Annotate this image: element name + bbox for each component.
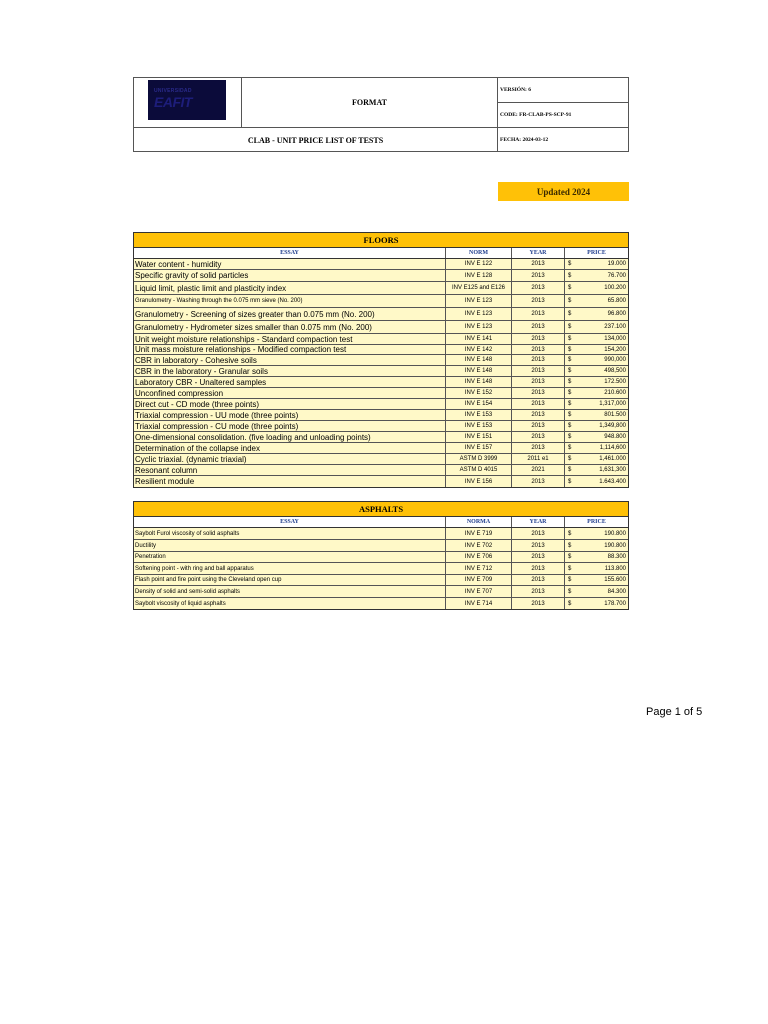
currency-symbol: $ xyxy=(568,285,572,291)
floors-table xyxy=(133,232,629,488)
currency-symbol: $ xyxy=(568,577,572,583)
year-cell: 2013 xyxy=(512,421,565,431)
price-cell xyxy=(565,432,628,442)
essay-cell: Determination of the collapse index xyxy=(134,443,446,453)
table-row xyxy=(134,465,628,476)
norm-cell: INV E125 and E126 xyxy=(446,282,512,294)
price-cell xyxy=(565,540,628,551)
year-cell: 2013 xyxy=(512,259,565,269)
norm-cell: INV E 709 xyxy=(446,575,512,585)
year-cell: 2013 xyxy=(512,366,565,376)
date-label: FECHA: 2024-03-12 xyxy=(500,137,549,143)
norm-cell: INV E 712 xyxy=(446,563,512,574)
price-value: 210.600 xyxy=(604,390,626,396)
currency-symbol: $ xyxy=(568,346,572,353)
year-cell: 2013 xyxy=(512,377,565,387)
price-value: 172.500 xyxy=(604,379,626,385)
table-row xyxy=(134,598,628,609)
year-cell: 2013 xyxy=(512,270,565,281)
year-cell: 2011 e1 xyxy=(512,454,565,464)
essay-cell: Specific gravity of solid particles xyxy=(134,270,446,281)
price-cell xyxy=(565,345,628,354)
currency-symbol: $ xyxy=(568,336,572,342)
updated-badge: Updated 2024 xyxy=(498,182,629,201)
table-row xyxy=(134,410,628,421)
price-value: 948.800 xyxy=(604,434,626,440)
essay-cell: Penetration xyxy=(134,552,446,562)
document-title: CLAB - UNIT PRICE LIST OF TESTS xyxy=(134,128,498,152)
price-value: 190.800 xyxy=(604,530,626,537)
table-row xyxy=(134,421,628,432)
currency-symbol: $ xyxy=(568,542,572,549)
norm-cell: INV E 123 xyxy=(446,295,512,307)
year-cell: 2013 xyxy=(512,282,565,294)
price-cell xyxy=(565,270,628,281)
price-cell xyxy=(565,528,628,539)
table-row xyxy=(134,270,628,282)
table-row xyxy=(134,528,628,540)
table-row xyxy=(134,295,628,308)
price-value: 100.200 xyxy=(604,285,626,291)
price-cell xyxy=(565,476,628,487)
year-cell: 2013 xyxy=(512,575,565,585)
price-cell xyxy=(565,282,628,294)
eafit-logo xyxy=(148,80,226,120)
norm-cell: INV E 156 xyxy=(446,476,512,487)
col-essay-header: ESSAY xyxy=(134,248,446,258)
price-value: 134,000 xyxy=(604,336,626,342)
document-header xyxy=(133,77,629,152)
year-cell: 2013 xyxy=(512,563,565,574)
price-cell xyxy=(565,454,628,464)
price-value: 76.700 xyxy=(607,272,626,279)
norm-cell: INV E 148 xyxy=(446,355,512,365)
price-value: 96.800 xyxy=(607,311,626,317)
currency-symbol: $ xyxy=(568,390,572,396)
price-value: 178.700 xyxy=(604,600,626,607)
price-value: 88.300 xyxy=(607,554,626,560)
price-cell xyxy=(565,410,628,420)
asphalts-rows xyxy=(134,528,628,609)
currency-symbol: $ xyxy=(568,272,572,279)
price-value: 1,114,600 xyxy=(599,445,626,451)
price-value: 190.800 xyxy=(604,542,626,549)
price-value: 237.100 xyxy=(604,324,626,330)
norm-cell: ASTM D 4015 xyxy=(446,465,512,475)
price-value: 1,349,800 xyxy=(599,423,626,429)
price-value: 84.300 xyxy=(607,588,626,595)
essay-cell: Density of solid and semi-solid asphalts xyxy=(134,586,446,597)
norm-cell: INV E 707 xyxy=(446,586,512,597)
year-cell: 2021 xyxy=(512,465,565,475)
table-row xyxy=(134,586,628,598)
col-year-header: YEAR xyxy=(512,517,565,527)
table-row xyxy=(134,259,628,270)
essay-cell: Water content - humidity xyxy=(134,259,446,269)
price-value: 498,500 xyxy=(604,368,626,374)
price-cell xyxy=(565,563,628,574)
currency-symbol: $ xyxy=(568,467,572,473)
price-cell xyxy=(565,443,628,453)
year-cell: 2013 xyxy=(512,334,565,344)
table-row xyxy=(134,476,628,487)
essay-cell: Unit mass moisture relationships - Modified compaction test xyxy=(134,345,446,354)
norm-cell: INV E 153 xyxy=(446,421,512,431)
year-cell: 2013 xyxy=(512,355,565,365)
currency-symbol: $ xyxy=(568,565,572,572)
essay-cell: Granulometry - Hydrometer sizes smaller than 0.075 mm (No. 200) xyxy=(134,321,446,333)
norm-cell: INV E 142 xyxy=(446,345,512,354)
price-value: 1,461.000 xyxy=(599,456,626,462)
norm-cell: INV E 151 xyxy=(446,432,512,442)
essay-cell: Liquid limit, plastic limit and plasticity index xyxy=(134,282,446,294)
price-cell xyxy=(565,259,628,269)
currency-symbol: $ xyxy=(568,530,572,537)
year-cell: 2013 xyxy=(512,528,565,539)
norm-cell: INV E 123 xyxy=(446,308,512,320)
essay-cell: Unit weight moisture relationships - Standard compaction test xyxy=(134,334,446,344)
norm-cell: INV E 154 xyxy=(446,399,512,409)
col-price-header: PRICE xyxy=(587,250,606,256)
price-cell xyxy=(565,421,628,431)
code-label: CODE: FR-CLAB-PS-SCP-91 xyxy=(498,103,629,128)
table-row xyxy=(134,334,628,345)
currency-symbol: $ xyxy=(568,311,572,317)
currency-symbol: $ xyxy=(568,434,572,440)
price-value: 19.000 xyxy=(607,261,626,267)
currency-symbol: $ xyxy=(568,401,572,407)
table-row xyxy=(134,388,628,399)
price-cell xyxy=(565,377,628,387)
essay-cell: Resilient module xyxy=(134,476,446,487)
price-cell xyxy=(565,552,628,562)
currency-symbol: $ xyxy=(568,588,572,595)
price-cell xyxy=(565,308,628,320)
essay-cell: Triaxial compression - UU mode (three points) xyxy=(134,410,446,420)
table-row xyxy=(134,443,628,454)
currency-symbol: $ xyxy=(568,412,572,418)
price-cell xyxy=(565,598,628,609)
col-year-header: YEAR xyxy=(512,248,565,258)
floors-title: FLOORS xyxy=(134,233,628,248)
price-cell xyxy=(565,321,628,333)
currency-symbol: $ xyxy=(568,554,572,560)
table-row xyxy=(134,308,628,321)
essay-cell: Saybolt viscosity of liquid asphalts xyxy=(134,598,446,609)
price-value: 1,317,000 xyxy=(599,401,626,407)
year-cell: 2013 xyxy=(512,308,565,320)
essay-cell: Laboratory CBR - Unaltered samples xyxy=(134,377,446,387)
year-cell: 2013 xyxy=(512,410,565,420)
norm-cell: INV E 128 xyxy=(446,270,512,281)
year-cell: 2013 xyxy=(512,388,565,398)
logo-text-university: UNIVERSIDAD xyxy=(154,88,192,94)
norm-cell: INV E 148 xyxy=(446,377,512,387)
norm-cell: INV E 719 xyxy=(446,528,512,539)
table-row xyxy=(134,563,628,575)
currency-symbol: $ xyxy=(568,357,572,363)
essay-cell: Unconfined compression xyxy=(134,388,446,398)
norm-cell: INV E 122 xyxy=(446,259,512,269)
currency-symbol: $ xyxy=(568,368,572,374)
norm-cell: INV E 148 xyxy=(446,366,512,376)
essay-cell: Granulometry - Screening of sizes greater than 0.075 mm (No. 200) xyxy=(134,308,446,320)
norm-cell: ASTM D 3999 xyxy=(446,454,512,464)
floors-rows xyxy=(134,259,628,487)
table-row xyxy=(134,321,628,334)
essay-cell: Resonant column xyxy=(134,465,446,475)
price-cell xyxy=(565,334,628,344)
norm-cell: INV E 123 xyxy=(446,321,512,333)
table-row xyxy=(134,540,628,552)
year-cell: 2013 xyxy=(512,552,565,562)
table-row xyxy=(134,377,628,388)
norm-cell: INV E 152 xyxy=(446,388,512,398)
table-row xyxy=(134,552,628,563)
currency-symbol: $ xyxy=(568,600,572,607)
table-row xyxy=(134,454,628,465)
asphalts-title: ASPHALTS xyxy=(134,502,628,517)
table-row xyxy=(134,575,628,586)
col-price-header: PRICE xyxy=(587,519,606,525)
essay-cell: Direct cut - CD mode (three points) xyxy=(134,399,446,409)
table-row xyxy=(134,366,628,377)
norm-cell: INV E 141 xyxy=(446,334,512,344)
price-value: 65.800 xyxy=(607,298,626,304)
essay-cell: Cyclic triaxial. (dynamic triaxial) xyxy=(134,454,446,464)
year-cell: 2013 xyxy=(512,598,565,609)
price-cell xyxy=(565,586,628,597)
price-value: 990,000 xyxy=(604,357,626,363)
essay-cell: Triaxial compression - CU mode (three points) xyxy=(134,421,446,431)
currency-symbol: $ xyxy=(568,261,572,267)
year-cell: 2013 xyxy=(512,540,565,551)
essay-cell: Saybolt Furol viscosity of solid asphalts xyxy=(134,528,446,539)
norm-cell: INV E 153 xyxy=(446,410,512,420)
price-cell xyxy=(565,465,628,475)
table-row xyxy=(134,355,628,366)
price-cell xyxy=(565,575,628,585)
norm-cell: INV E 702 xyxy=(446,540,512,551)
price-value: 1,631,300 xyxy=(599,467,626,473)
logo-text-eafit: EAFIT xyxy=(154,94,192,110)
price-cell xyxy=(565,355,628,365)
norm-cell: INV E 714 xyxy=(446,598,512,609)
page-number: Page 1 of 5 xyxy=(646,706,703,718)
price-cell xyxy=(565,388,628,398)
price-cell xyxy=(565,399,628,409)
col-essay-header: ESSAY xyxy=(134,517,446,527)
currency-symbol: $ xyxy=(568,445,572,451)
norm-cell: INV E 157 xyxy=(446,443,512,453)
currency-symbol: $ xyxy=(568,478,572,485)
year-cell: 2013 xyxy=(512,345,565,354)
essay-cell: Softening point - with ring and ball apparatus xyxy=(134,563,446,574)
currency-symbol: $ xyxy=(568,298,572,304)
essay-cell: Ductility xyxy=(134,540,446,551)
price-value: 1.643.400 xyxy=(599,478,626,485)
currency-symbol: $ xyxy=(568,456,572,462)
price-cell xyxy=(565,366,628,376)
price-value: 154,200 xyxy=(604,346,626,353)
table-row xyxy=(134,345,628,355)
table-row xyxy=(134,399,628,410)
version-label: VERSIÓN: 6 xyxy=(498,78,629,103)
currency-symbol: $ xyxy=(568,379,572,385)
year-cell: 2013 xyxy=(512,399,565,409)
price-value: 155.600 xyxy=(604,577,626,583)
year-cell: 2013 xyxy=(512,295,565,307)
logo-cell xyxy=(134,78,242,128)
table-row xyxy=(134,282,628,295)
essay-cell: Granulometry - Washing through the 0.075 mm sieve (No. 200) xyxy=(134,295,446,307)
asphalts-column-header xyxy=(134,517,628,528)
floors-column-header xyxy=(134,248,628,259)
col-norm-header: NORMA xyxy=(446,517,512,527)
essay-cell: CBR in the laboratory - Granular soils xyxy=(134,366,446,376)
asphalts-table xyxy=(133,501,629,610)
year-cell: 2013 xyxy=(512,432,565,442)
essay-cell: CBR in laboratory - Cohesive soils xyxy=(134,355,446,365)
essay-cell: Flash point and fire point using the Cleveland open cup xyxy=(134,575,446,585)
col-norm-header: NORM xyxy=(446,248,512,258)
essay-cell: One-dimensional consolidation. (five loading and unloading points) xyxy=(134,432,446,442)
year-cell: 2013 xyxy=(512,586,565,597)
table-row xyxy=(134,432,628,443)
currency-symbol: $ xyxy=(568,324,572,330)
format-label: FORMAT xyxy=(242,78,498,128)
year-cell: 2013 xyxy=(512,443,565,453)
year-cell: 2013 xyxy=(512,476,565,487)
norm-cell: INV E 706 xyxy=(446,552,512,562)
price-value: 801.500 xyxy=(604,412,626,418)
price-cell xyxy=(565,295,628,307)
year-cell: 2013 xyxy=(512,321,565,333)
currency-symbol: $ xyxy=(568,423,572,429)
price-value: 113.800 xyxy=(604,565,626,572)
